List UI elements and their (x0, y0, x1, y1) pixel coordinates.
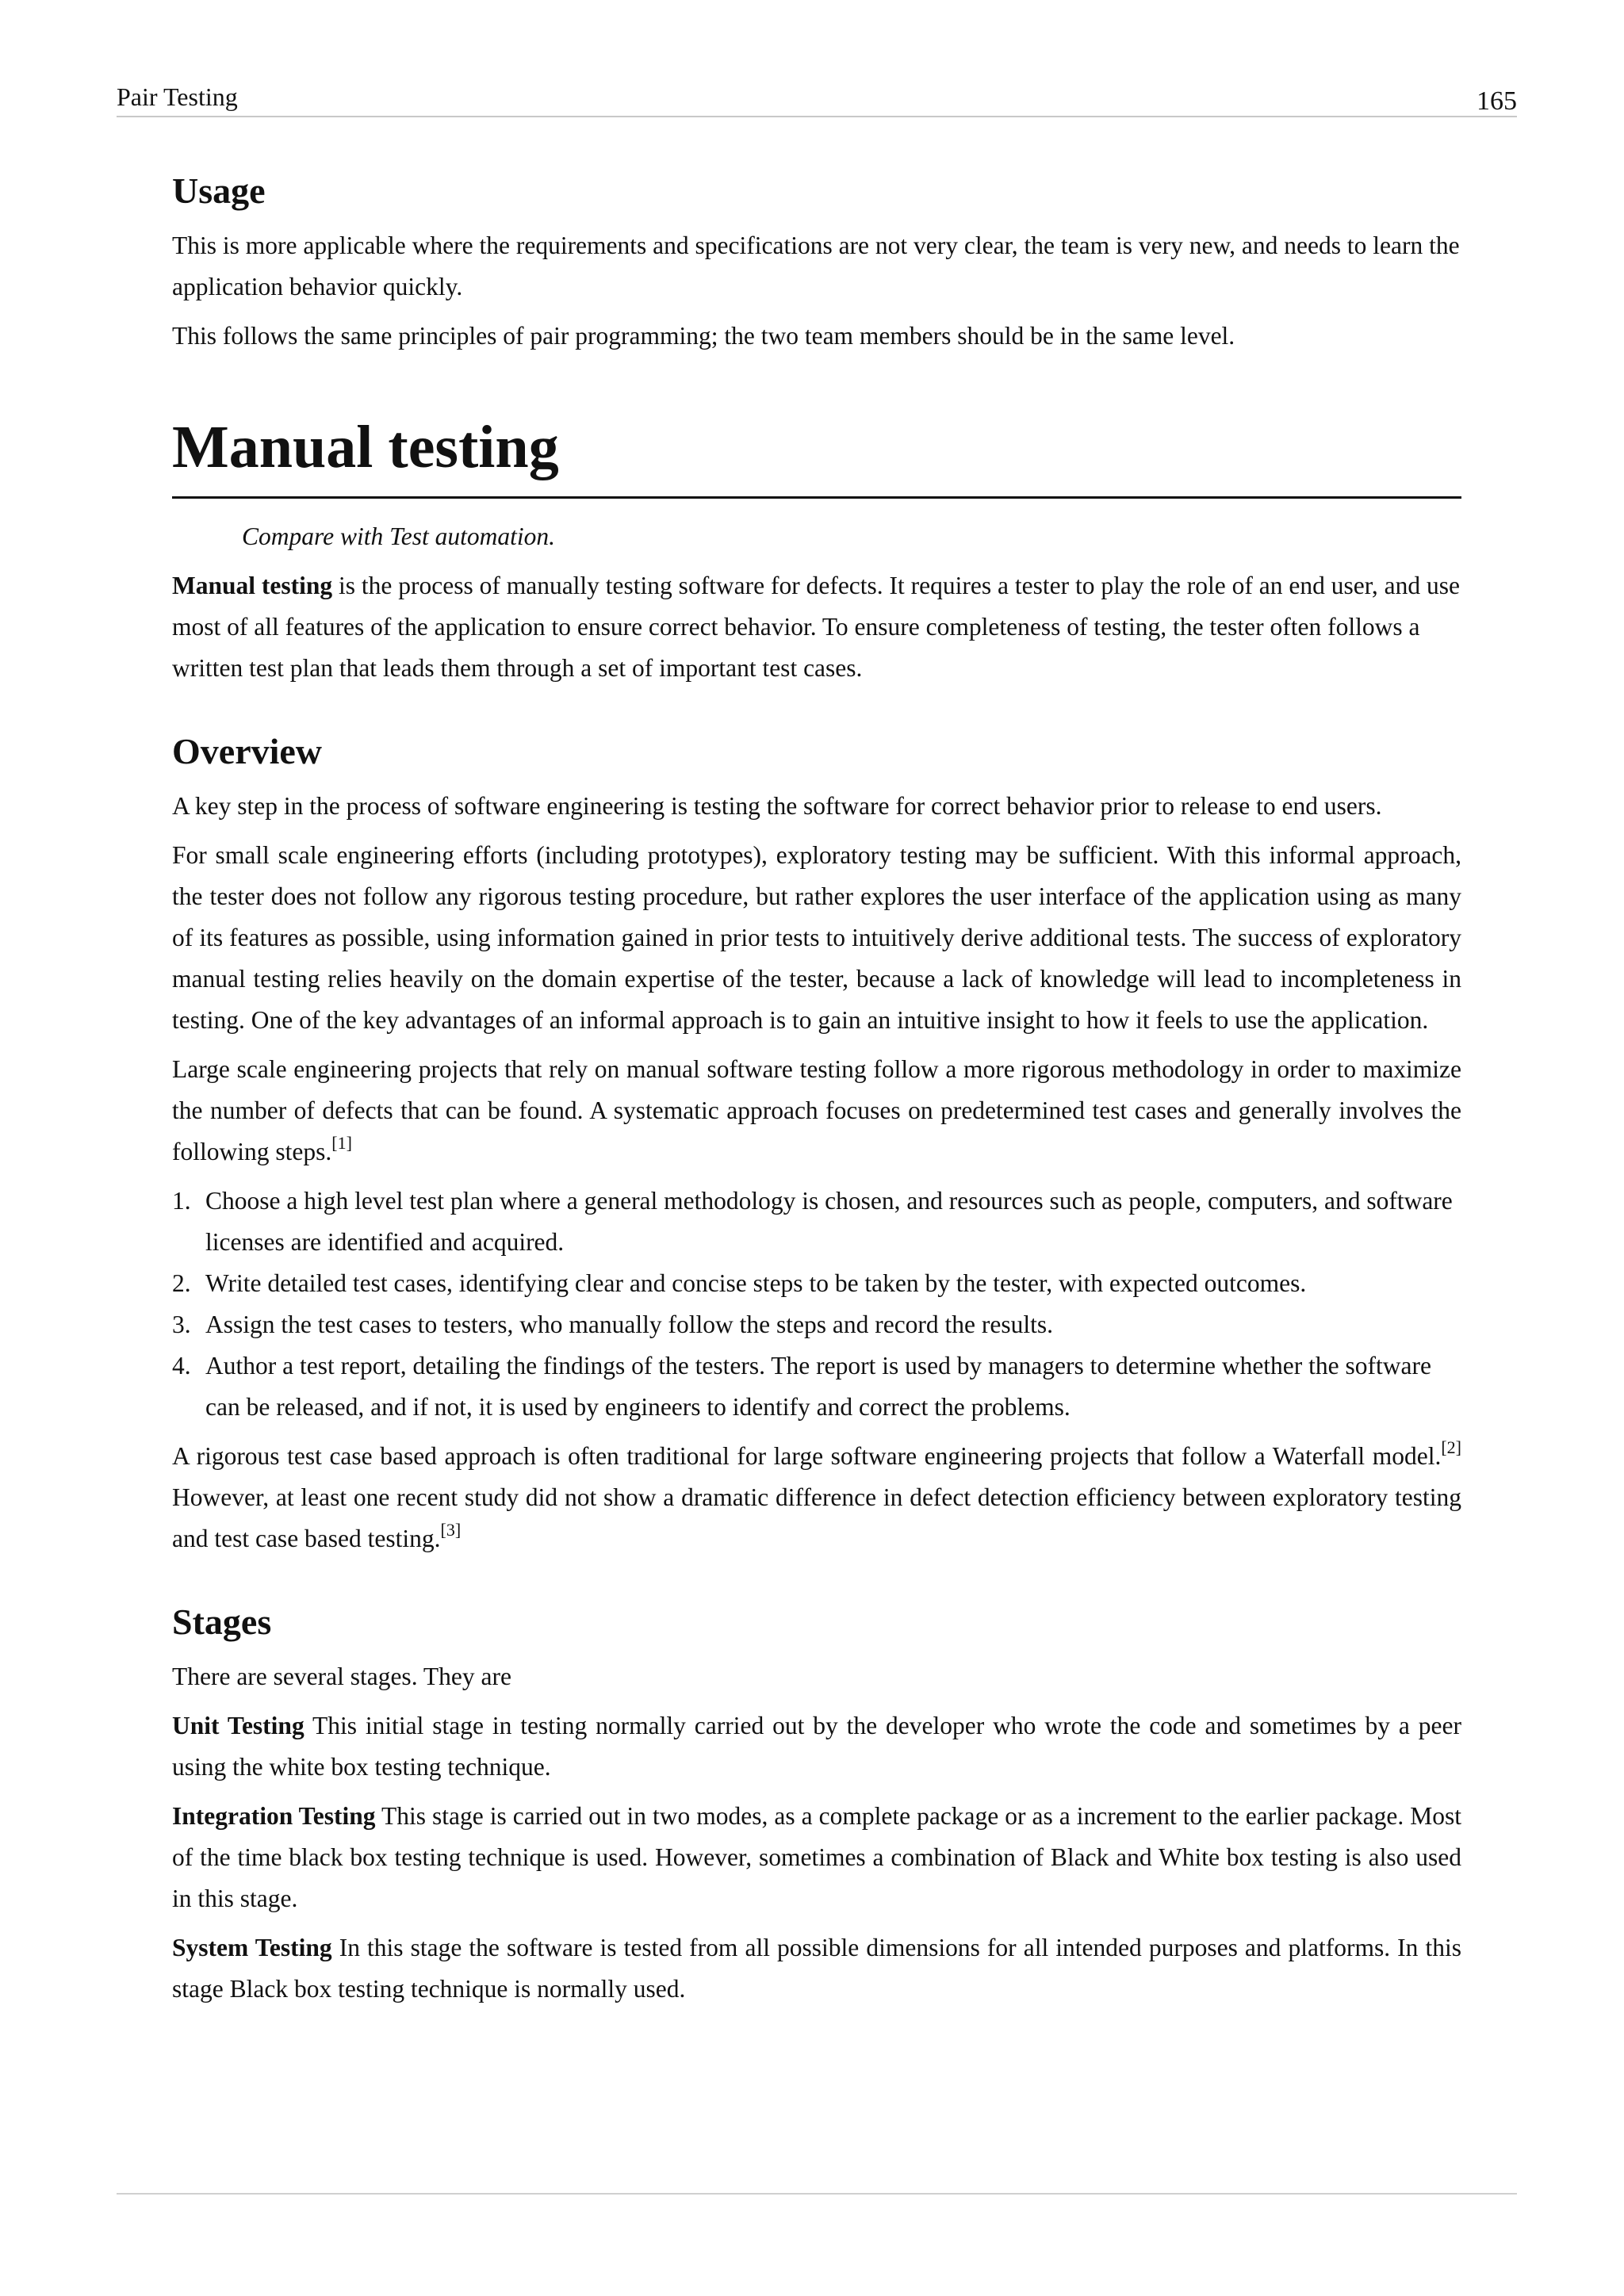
list-item-text: Author a test report, detailing the findings of the testers. The report is used by managers to determine whether the software can be released, and if not, it is used by engineers to identify and correct the problems. (205, 1352, 1431, 1421)
overview-paragraph-4 (172, 1436, 1461, 1559)
stage-description: This initial stage in testing normally carried out by the developer who wrote the code and sometimes by a peer using the white box testing technique. (172, 1712, 1461, 1781)
overview-paragraph-3-text: Large scale engineering projects that rely on manual software testing follow a more rigorous methodology in order to maximize the number of defects that can be found. A systematic approach focuses on predetermined test cases and generally involves the following steps. (172, 1055, 1461, 1165)
citation-3[interactable]: [3] (440, 1520, 462, 1540)
overview-paragraph-2: For small scale engineering efforts (including prototypes), exploratory testing may be sufficient. With this informal approach, the tester does not follow any rigorous testing procedure, but rather explores the user interface of the application using as many of its features as possible, using information gained in prior tests to intuitively derive additional tests. The success of exploratory manual testing relies heavily on the domain expertise of the tester, because a lack of knowledge will lead to incompleteness in testing. One of the key advantages of an informal approach is to gain an intuitive insight to how it feels to use the application. (172, 841, 1461, 1034)
stages-heading: Stages (172, 1601, 272, 1642)
overview-paragraph-4-text-b: However, at least one recent study did not show a dramatic difference in defect detection efficiency between exploratory testing and test case based testing. (172, 1483, 1461, 1552)
stage-integration-testing (172, 1796, 1461, 1919)
overview-paragraph-1: A key step in the process of software engineering is testing the software for correct behavior prior to release to end users. (172, 792, 1382, 820)
stage-term: Unit Testing (172, 1712, 304, 1739)
steps-list (172, 1181, 1461, 1428)
article-title: Manual testing (172, 409, 1461, 499)
hatnote: Compare with Test automation. (242, 522, 555, 550)
overview-heading: Overview (172, 731, 323, 771)
list-item (172, 1345, 1461, 1428)
intro-paragraph (172, 565, 1461, 689)
stage-unit-testing (172, 1705, 1461, 1788)
list-item (172, 1181, 1461, 1263)
stage-term: Integration Testing (172, 1802, 376, 1830)
list-item-text: Assign the test cases to testers, who manually follow the steps and record the results. (205, 1311, 1054, 1338)
stages-intro: There are several stages. They are (172, 1663, 511, 1690)
list-item-text: Write detailed test cases, identifying clear and concise steps to be taken by the tester, with expected outcomes. (205, 1269, 1307, 1297)
usage-paragraph-2: This follows the same principles of pair programming; the two team members should be in the same level. (172, 322, 1235, 350)
citation-1[interactable]: [1] (331, 1133, 352, 1153)
stage-description: In this stage the software is tested from all possible dimensions for all intended purposes and platforms. In this stage Black box testing technique is normally used. (172, 1934, 1461, 2003)
list-item-text: Choose a high level test plan where a general methodology is chosen, and resources such as people, computers, and software licenses are identified and acquired. (205, 1187, 1453, 1256)
list-item (172, 1263, 1461, 1304)
intro-term: Manual testing (172, 572, 333, 599)
running-header (117, 78, 1517, 117)
usage-heading: Usage (172, 170, 266, 211)
footer-rule (117, 2193, 1517, 2195)
list-item-number: 3. (172, 1311, 191, 1338)
usage-paragraph-1: This is more applicable where the requirements and specifications are not very clear, the team is very new, and needs to learn the application behavior quickly. (172, 232, 1460, 300)
list-item-number: 1. (172, 1187, 191, 1215)
list-item-number: 4. (172, 1352, 191, 1380)
stage-system-testing (172, 1927, 1461, 2010)
overview-paragraph-4-text-a: A rigorous test case based approach is often traditional for large software engineering projects that follow a Waterfall model. (172, 1442, 1442, 1470)
list-item-number: 2. (172, 1269, 191, 1297)
page-content (172, 166, 1461, 2018)
stage-term: System Testing (172, 1934, 332, 1961)
stage-description: This stage is carried out in two modes, as a complete package or as a increment to the earlier package. Most of the time black box testing technique is used. However, sometimes a combination of Black and White box testing is also used in this stage. (172, 1802, 1461, 1912)
list-item (172, 1304, 1461, 1345)
intro-text: is the process of manually testing software for defects. It requires a tester to play the role of an end user, and use most of all features of the application to ensure correct behavior. To ensure completeness of testing, the tester often follows a written test plan that leads them through a set of important test cases. (172, 572, 1461, 682)
overview-paragraph-3 (172, 1049, 1461, 1173)
running-title: Pair Testing (117, 82, 238, 111)
page-number: 165 (1477, 86, 1517, 116)
citation-2[interactable]: [2] (1441, 1437, 1461, 1457)
